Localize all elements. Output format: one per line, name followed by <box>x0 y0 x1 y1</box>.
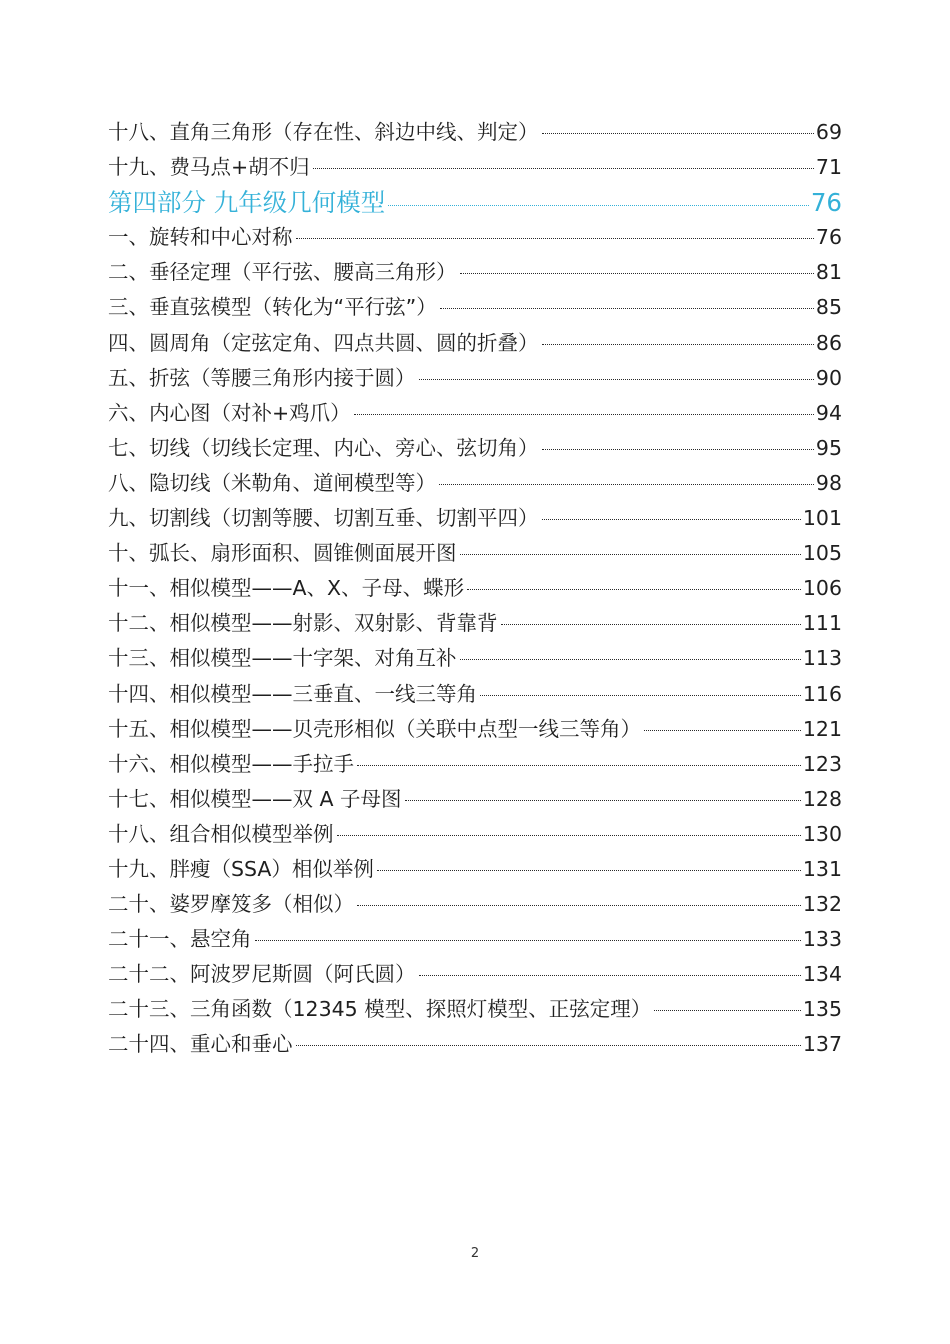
dot-leader <box>357 765 801 766</box>
toc-entry[interactable] <box>108 326 842 361</box>
toc-entry-page: 81 <box>815 260 842 285</box>
dot-leader <box>480 695 801 696</box>
toc-entry-title: 十五、相似模型——贝壳形相似（关联中点型一线三等角） <box>108 716 641 741</box>
dot-leader <box>460 273 814 274</box>
toc-entry-title: 一、旋转和中心对称 <box>108 225 293 250</box>
toc-entry[interactable] <box>108 747 842 782</box>
toc-entry-page: 94 <box>815 400 842 425</box>
toc-entry[interactable] <box>108 712 842 747</box>
dot-leader <box>255 940 801 941</box>
toc-entry-title: 十一、相似模型——A、X、子母、蝶形 <box>108 576 465 601</box>
toc-entry-title: 八、隐切线（米勒角、道闸模型等） <box>108 470 436 495</box>
dot-leader <box>460 554 801 555</box>
toc-entry-page: 76 <box>815 225 842 250</box>
toc-entry-page: 90 <box>815 365 842 390</box>
toc-entry-page: 71 <box>815 155 842 180</box>
toc-entry-page: 98 <box>815 470 842 495</box>
dot-leader <box>377 870 801 871</box>
toc-entry-title: 十、弧长、扇形面积、圆锥侧面展开图 <box>108 541 457 566</box>
table-of-contents <box>108 115 842 1063</box>
toc-entry-page: 131 <box>802 856 842 881</box>
toc-entry[interactable] <box>108 922 842 957</box>
toc-entry-title: 六、内心图（对补+鸡爪） <box>108 400 351 425</box>
toc-entry-title: 十九、胖瘦（SSA）相似举例 <box>108 856 374 881</box>
toc-entry-title: 二十、婆罗摩笈多（相似） <box>108 892 354 917</box>
dot-leader <box>405 800 801 801</box>
dot-leader <box>439 484 814 485</box>
toc-entry[interactable] <box>108 817 842 852</box>
toc-entry-page: 123 <box>802 751 842 776</box>
toc-entry-title: 二十四、重心和垂心 <box>108 1032 293 1057</box>
toc-entry[interactable] <box>108 852 842 887</box>
toc-entry[interactable] <box>108 677 842 712</box>
dot-leader <box>542 133 814 134</box>
toc-entry-page: 121 <box>802 716 842 741</box>
toc-entry[interactable] <box>108 431 842 466</box>
dot-leader <box>644 730 801 731</box>
toc-entry-page: 137 <box>802 1032 842 1057</box>
toc-entry-title: 四、圆周角（定弦定角、四点共圆、圆的折叠） <box>108 330 539 355</box>
toc-entry-page: 113 <box>802 646 842 671</box>
toc-entry-title: 五、折弦（等腰三角形内接于圆） <box>108 365 416 390</box>
toc-entry-title: 十七、相似模型——双 A 子母图 <box>108 786 402 811</box>
toc-entry[interactable] <box>108 361 842 396</box>
toc-entry-page: 95 <box>815 435 842 460</box>
dot-leader <box>296 1045 801 1046</box>
toc-entry-title: 十二、相似模型——射影、双射影、背靠背 <box>108 611 498 636</box>
toc-entry-title: 第四部分 九年级几何模型 <box>108 188 386 218</box>
toc-entry[interactable] <box>108 501 842 536</box>
toc-entry[interactable] <box>108 396 842 431</box>
toc-entry-page: 132 <box>802 892 842 917</box>
toc-entry-page: 105 <box>802 541 842 566</box>
dot-leader <box>337 835 801 836</box>
toc-entry-page: 135 <box>802 997 842 1022</box>
dot-leader <box>542 519 801 520</box>
toc-entry-title: 九、切割线（切割等腰、切割互垂、切割平四） <box>108 506 539 531</box>
dot-leader <box>354 414 814 415</box>
toc-entry-page: 106 <box>802 576 842 601</box>
toc-entry-page: 116 <box>802 681 842 706</box>
dot-leader <box>542 449 814 450</box>
toc-entry[interactable] <box>108 782 842 817</box>
toc-entry[interactable] <box>108 115 842 150</box>
dot-leader <box>357 905 801 906</box>
dot-leader <box>296 238 814 239</box>
dot-leader <box>654 1010 801 1011</box>
toc-entry-page: 76 <box>810 188 842 218</box>
toc-part-heading[interactable] <box>108 185 842 220</box>
dot-leader <box>467 589 801 590</box>
toc-entry-title: 二十一、悬空角 <box>108 927 252 952</box>
toc-entry-title: 十四、相似模型——三垂直、一线三等角 <box>108 681 477 706</box>
toc-entry[interactable] <box>108 220 842 255</box>
dot-leader <box>542 344 814 345</box>
toc-entry[interactable] <box>108 290 842 325</box>
toc-entry[interactable] <box>108 536 842 571</box>
dot-leader <box>419 975 801 976</box>
toc-entry-page: 69 <box>815 120 842 144</box>
dot-leader <box>388 205 809 206</box>
toc-entry[interactable] <box>108 466 842 501</box>
toc-entry-title: 十六、相似模型——手拉手 <box>108 751 354 776</box>
toc-entry[interactable] <box>108 641 842 676</box>
toc-entry[interactable] <box>108 887 842 922</box>
dot-leader <box>440 308 814 309</box>
toc-entry-page: 111 <box>802 611 842 636</box>
toc-entry[interactable] <box>108 1027 842 1062</box>
toc-entry-page: 128 <box>802 786 842 811</box>
toc-entry-title: 十八、直角三角形（存在性、斜边中线、判定） <box>108 120 539 144</box>
toc-entry-page: 86 <box>815 330 842 355</box>
toc-entry-title: 三、垂直弦模型（转化为“平行弦”） <box>108 295 437 320</box>
toc-entry[interactable] <box>108 992 842 1027</box>
dot-leader <box>419 379 814 380</box>
toc-entry-title: 二十二、阿波罗尼斯圆（阿氏圆） <box>108 962 416 987</box>
toc-entry-title: 十八、组合相似模型举例 <box>108 821 334 846</box>
toc-entry-page: 85 <box>815 295 842 320</box>
toc-entry[interactable] <box>108 255 842 290</box>
toc-entry-title: 二、垂径定理（平行弦、腰高三角形） <box>108 260 457 285</box>
toc-entry-page: 101 <box>802 506 842 531</box>
dot-leader <box>313 168 814 169</box>
toc-entry-title: 二十三、三角函数（12345 模型、探照灯模型、正弦定理） <box>108 997 652 1022</box>
toc-entry-title: 十三、相似模型——十字架、对角互补 <box>108 646 457 671</box>
toc-entry-title: 十九、费马点+胡不归 <box>108 155 310 180</box>
toc-entry-title: 七、切线（切线长定理、内心、旁心、弦切角） <box>108 435 539 460</box>
toc-entry-page: 134 <box>802 962 842 987</box>
toc-entry-page: 130 <box>802 821 842 846</box>
dot-leader <box>460 659 801 660</box>
toc-entry[interactable] <box>108 957 842 992</box>
toc-entry[interactable] <box>108 606 842 641</box>
toc-entry[interactable] <box>108 571 842 606</box>
dot-leader <box>501 624 801 625</box>
page-number: 2 <box>470 1246 480 1261</box>
toc-entry[interactable] <box>108 150 842 185</box>
toc-entry-page: 133 <box>802 927 842 952</box>
